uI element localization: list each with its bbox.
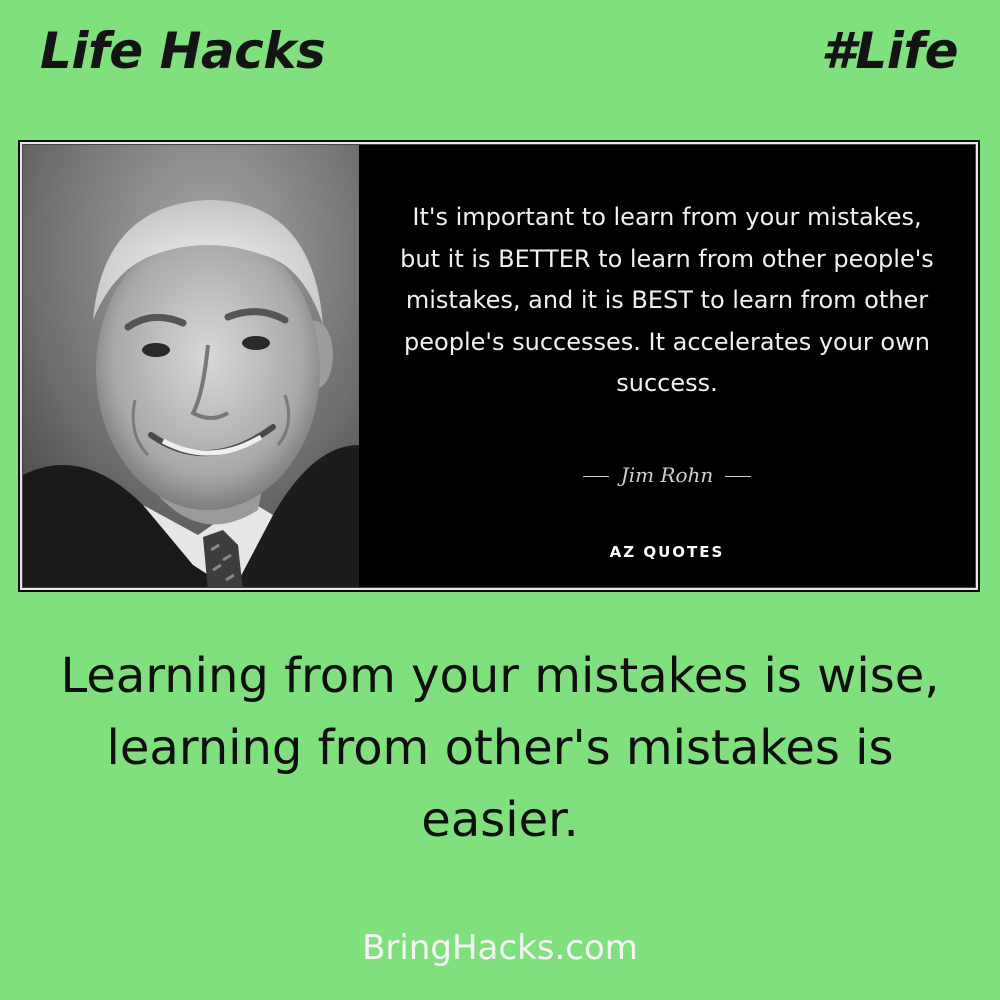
quote-text: It's important to learn from your mistakes, but it is BETTER to learn from other people's mistakes, and it is BEST to learn from other people's successes. It accelerates your own success. [400, 203, 934, 397]
dash-divider [583, 476, 609, 477]
hashtag-label: #Life [821, 22, 958, 80]
dash-divider [725, 476, 751, 477]
quote-card-inner [22, 144, 976, 588]
portrait-illustration [23, 145, 359, 587]
quote-panel [359, 145, 975, 587]
author-name: Jim Rohn [620, 463, 714, 487]
page-title: Life Hacks [40, 22, 326, 80]
quote-card [18, 140, 980, 592]
site-link[interactable]: BringHacks.com [362, 928, 638, 968]
author-attribution [359, 463, 975, 487]
azquotes-logo: AZ QUOTES [609, 543, 725, 561]
author-portrait [23, 145, 359, 587]
caption-text: Learning from your mistakes is wise, learning from other's mistakes is easier. [60, 648, 940, 848]
